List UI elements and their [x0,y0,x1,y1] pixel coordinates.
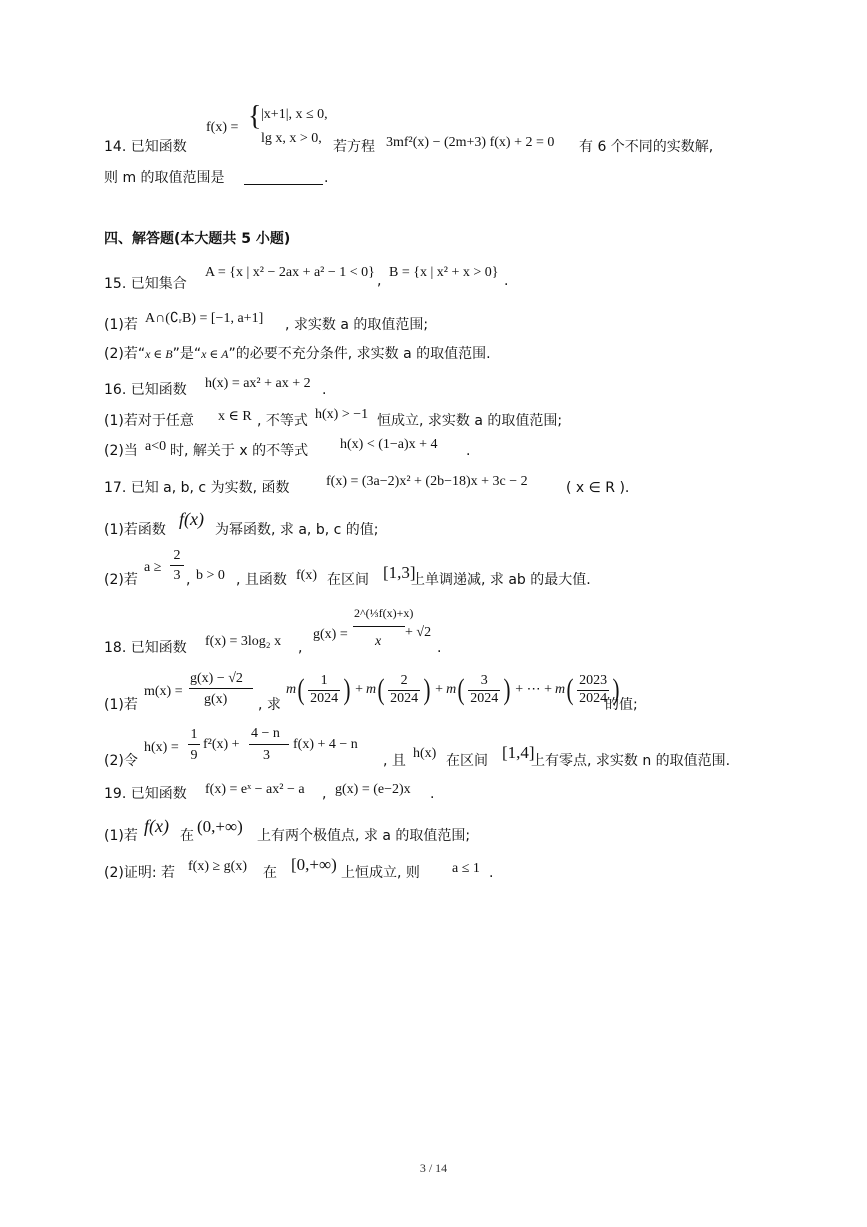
q19-p1-f: f(x) [144,816,169,836]
q16-expr: h(x) = ax² + ax + 2 [205,376,311,391]
q16-p1-a: (1)若对于任意 [104,413,194,429]
sum-m-4: m [554,682,566,697]
q17-expr: f(x) = (3a−2)x² + (2b−18)x + 3c − 2 [326,474,528,489]
q18-h-f1-den: 9 [190,748,198,763]
q18-m-left: m(x) = [144,684,183,699]
q15-p2-c: ”的必要不充分条件, 求实数 a 的取值范围. [228,346,491,362]
q17-p2-e: 上单调递减, 求 ab 的最大值. [411,572,591,588]
q17-p2-c: , 且函数 [236,572,287,588]
q19-p1-int: (0,+∞) [197,817,243,836]
q19-g: g(x) = (e−2)x [335,782,411,797]
q14-answer-blank [244,184,323,185]
q19-prefix: 19. 已知函数 [104,786,187,802]
paren-open: ( [297,673,305,706]
q17-p1-f: f(x) [179,509,204,529]
q14-prefix: 14. 已知函数 [104,139,187,155]
q19-end: . [430,786,435,802]
page-number: 3 / 14 [419,1161,448,1175]
q18-p1-b: , 求 [258,697,281,713]
q18-h-left: h(x) = [144,740,179,755]
q19-p2-ineq: f(x) ≥ g(x) [188,859,247,874]
q17-p2-frac-bar [170,565,184,566]
q15-p2-x1: x ∈ B [145,347,173,361]
q15-p2-a: (2)若“ [104,346,146,362]
q18-g-frac-bar [353,626,405,627]
q18-m-num: g(x) − √2 [190,671,243,686]
q18-h-f2-den: 3 [263,748,270,763]
q17-p2-int: [1,3] [383,563,416,582]
q14-f-label: f(x) = [206,120,239,135]
sum-m-3: m [446,682,457,697]
q15-p1-b: , 求实数 a 的取值范围; [285,317,429,333]
q18-h-f1-num: 1 [190,727,198,742]
q16-p1-ineq: h(x) > −1 [315,407,369,422]
q17-p1-a: (1)若函数 [104,522,166,538]
sum-m-2: m [366,682,377,697]
q14-equation: 3mf²(x) − (2m+3) f(x) + 2 = 0 [386,135,555,150]
q17-p2-d: 在区间 [327,572,369,588]
q18-p2-d: 上有零点, 求实数 n 的取值范围. [531,753,731,769]
q18-m-den: g(x) [204,692,228,707]
q18-h-right: f(x) + 4 − n [293,737,358,752]
q17-p2-a-ge: a ≥ [144,560,162,575]
q18-h-f1-bar [188,744,200,745]
q19-p2-a: (2)证明: 若 [104,865,175,881]
q15-sep: , [377,273,382,289]
q17-domain: ( x ∈ R ). [566,480,630,496]
q15-p1-expr: A∩(∁ᵣB) = [−1, a+1] [145,311,264,326]
q18-p2-c: 在区间 [446,753,488,769]
q18-prefix: 18. 已知函数 [104,640,187,656]
q15-part-2 [104,347,491,361]
q18-sep: , [298,640,303,656]
q19-sep: , [322,786,327,802]
q18-g-right: + √2 [405,625,432,640]
q18-p2-a: (2)令 [104,753,138,769]
q15-set-b: B = {x | x² + x > 0} [389,265,499,280]
q14-suffix: 有 6 个不同的实数解, [579,139,714,155]
q19-p1-c: 上有两个极值点, 求 a 的取值范围; [257,828,471,844]
q15-end: . [504,273,509,289]
q14-piece-2: lg x, x > 0, [261,131,322,146]
q18-h-f2-bar [249,744,289,745]
sum-term-2: $\frac{2}{2024}$ [390,673,419,706]
sum-term-1: $\frac{1}{2024}$ [310,673,339,706]
q18-sum: m ( $\frac{1}{2024}$ ) + m ( $\frac{2}{2024}$ ) + m ( $\frac{3}{2024}$ ) + ⋯ + m ( $\frac{2023}{2024}$ ) [286,673,620,706]
q19-p2-c: 上恒成立, 则 [341,865,420,881]
q18-h-mid: f²(x) + [203,737,240,752]
sum-term-4: $\frac{2023}{2024}$ [579,673,608,706]
q18-m-frac-bar [189,688,253,689]
q18-p2-b: , 且 [383,753,406,769]
q19-p1-a: (1)若 [104,828,138,844]
q17-p2-b: , [186,572,191,588]
q17-p2-den: 3 [173,568,181,583]
q18-g-num: 2^(⅓f(x)+x) [354,606,414,620]
q16-p2-ineq: h(x) < (1−a)x + 4 [340,437,438,452]
q18-p2-h: h(x) [413,746,437,761]
q19-p1-b: 在 [180,828,194,844]
q14-line-2: 则 m 的取值范围是 [104,170,225,186]
q17-prefix: 17. 已知 a, b, c 为实数, 函数 [104,480,290,496]
q16-p2-cond: a<0 [145,439,167,454]
q18-end: . [437,640,442,656]
q17-p2-a: (2)若 [104,572,138,588]
q18-p1-a: (1)若 [104,697,138,713]
q15-prefix: 15. 已知集合 [104,276,187,292]
q14-line-2-end: . [324,170,329,186]
q18-f: f(x) = 3log₂ x [205,634,282,649]
q19-p2-res: a ≤ 1 [452,861,480,876]
q17-p2-num: 2 [173,548,181,563]
q16-p2-a: (2)当 [104,443,138,459]
q16-end: . [322,382,327,398]
q16-p2-c: . [466,443,471,459]
q17-p2-bcond: b > 0 [196,568,225,583]
sum-m-1: m [286,682,297,697]
q15-p2-x2: x ∈ A [201,347,229,361]
section-title: 四、解答题(本大题共 5 小题) [104,231,291,247]
q17-p2-f: f(x) [296,568,317,583]
q16-p1-x: x ∈ R [218,409,252,424]
q14-middle: 若方程 [333,139,375,155]
q19-p2-int: [0,+∞) [291,855,337,874]
q14-piece-1: |x+1|, x ≤ 0, [261,107,328,122]
q18-g-den: x [375,634,382,649]
paren-close: ) [343,673,351,706]
q19-p2-b: 在 [263,865,277,881]
q15-p1-a: (1)若 [104,317,138,333]
q18-h-f2-num: 4 − n [251,726,280,741]
q16-p2-b: 时, 解关于 x 的不等式 [170,443,309,459]
q18-g-left: g(x) = [313,627,348,642]
q18-p2-int: [1,4] [502,743,535,762]
q16-prefix: 16. 已知函数 [104,382,187,398]
q16-p1-c: 恒成立, 求实数 a 的取值范围; [377,413,563,429]
q14-brace: { [248,101,262,132]
q16-p1-b: , 不等式 [257,413,308,429]
q19-p2-d: . [489,865,494,881]
sum-term-3: $\frac{3}{2024}$ [470,673,499,706]
q19-f: f(x) = eˣ − ax² − a [205,782,305,797]
q17-p1-b: 为幂函数, 求 a, b, c 的值; [215,522,379,538]
q15-p2-b: ”是“ [172,346,202,362]
q15-set-a: A = {x | x² − 2ax + a² − 1 < 0} [205,265,375,280]
q18-p1-c: 的值; [605,697,638,713]
